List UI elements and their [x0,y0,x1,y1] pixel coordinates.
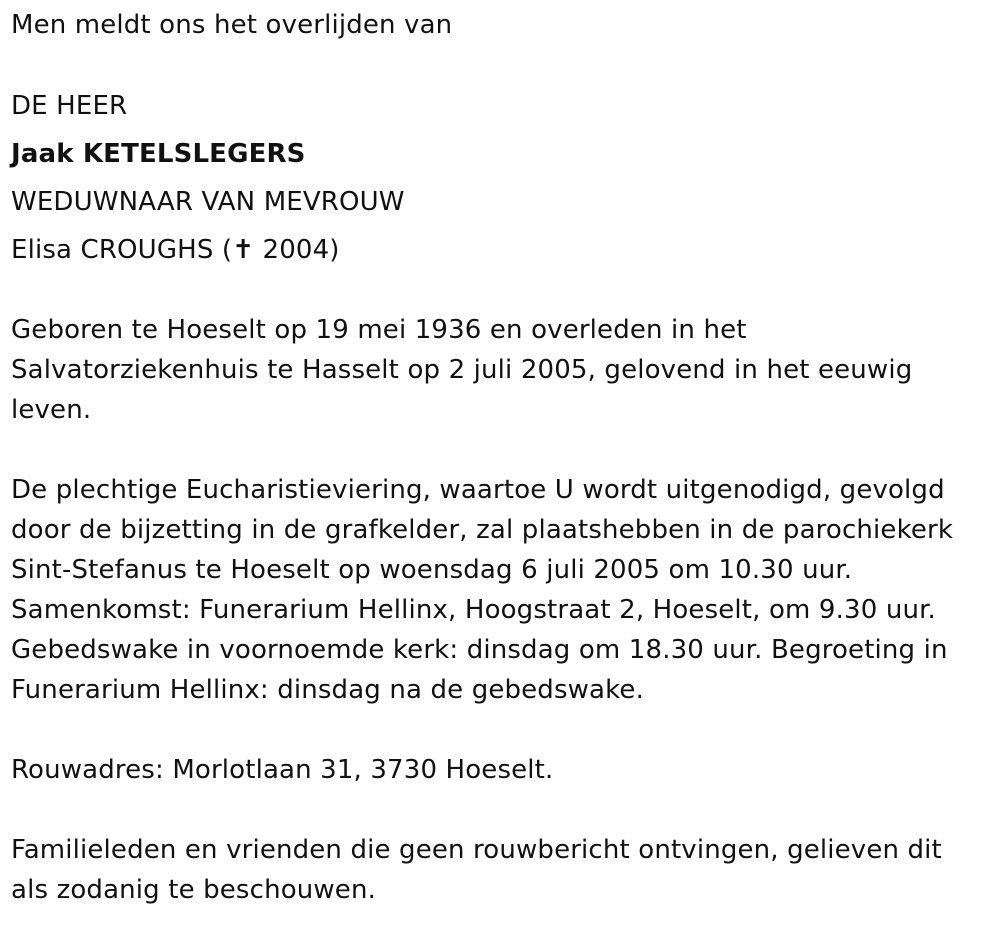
ceremony-line: door de bijzetting in de grafkelder, zal plaatshebben in de parochiekerk [11,515,954,545]
closing-line: Familieleden en vrienden die geen rouwbericht ontvingen, gelieven dit [11,835,942,865]
ceremony-line: De plechtige Eucharistieviering, waartoe U wordt uitgenodigd, gevolgd [11,475,945,505]
ceremony-line: Funerarium Hellinx: dinsdag na de gebedswake. [11,675,644,705]
ceremony-line: Gebedswake in voornoemde kerk: dinsdag om 18.30 uur. Begroeting in [11,635,948,665]
closing-line: als zodanig te beschouwen. [11,875,376,905]
intro-text: Men meldt ons het overlijden van [11,10,453,40]
spouse-name: Elisa CROUGHS (✝ 2004) [11,235,340,265]
deceased-name: Jaak KETELSLEGERS [11,139,306,169]
relation-text: WEDUWNAAR VAN MEVROUW [11,187,405,217]
honorific: DE HEER [11,91,128,121]
ceremony-line: Sint-Stefanus te Hoeselt op woensdag 6 juli 2005 om 10.30 uur. [11,555,853,585]
birth-death-line: leven. [11,395,92,425]
ceremony-line: Samenkomst: Funerarium Hellinx, Hoogstraat 2, Hoeselt, om 9.30 uur. [11,595,936,625]
birth-death-line: Salvatorziekenhuis te Hasselt op 2 juli 2005, gelovend in het eeuwig [11,355,913,385]
mourning-address: Rouwadres: Morlotlaan 31, 3730 Hoeselt. [11,755,554,785]
birth-death-line: Geboren te Hoeselt op 19 mei 1936 en overleden in het [11,315,747,345]
